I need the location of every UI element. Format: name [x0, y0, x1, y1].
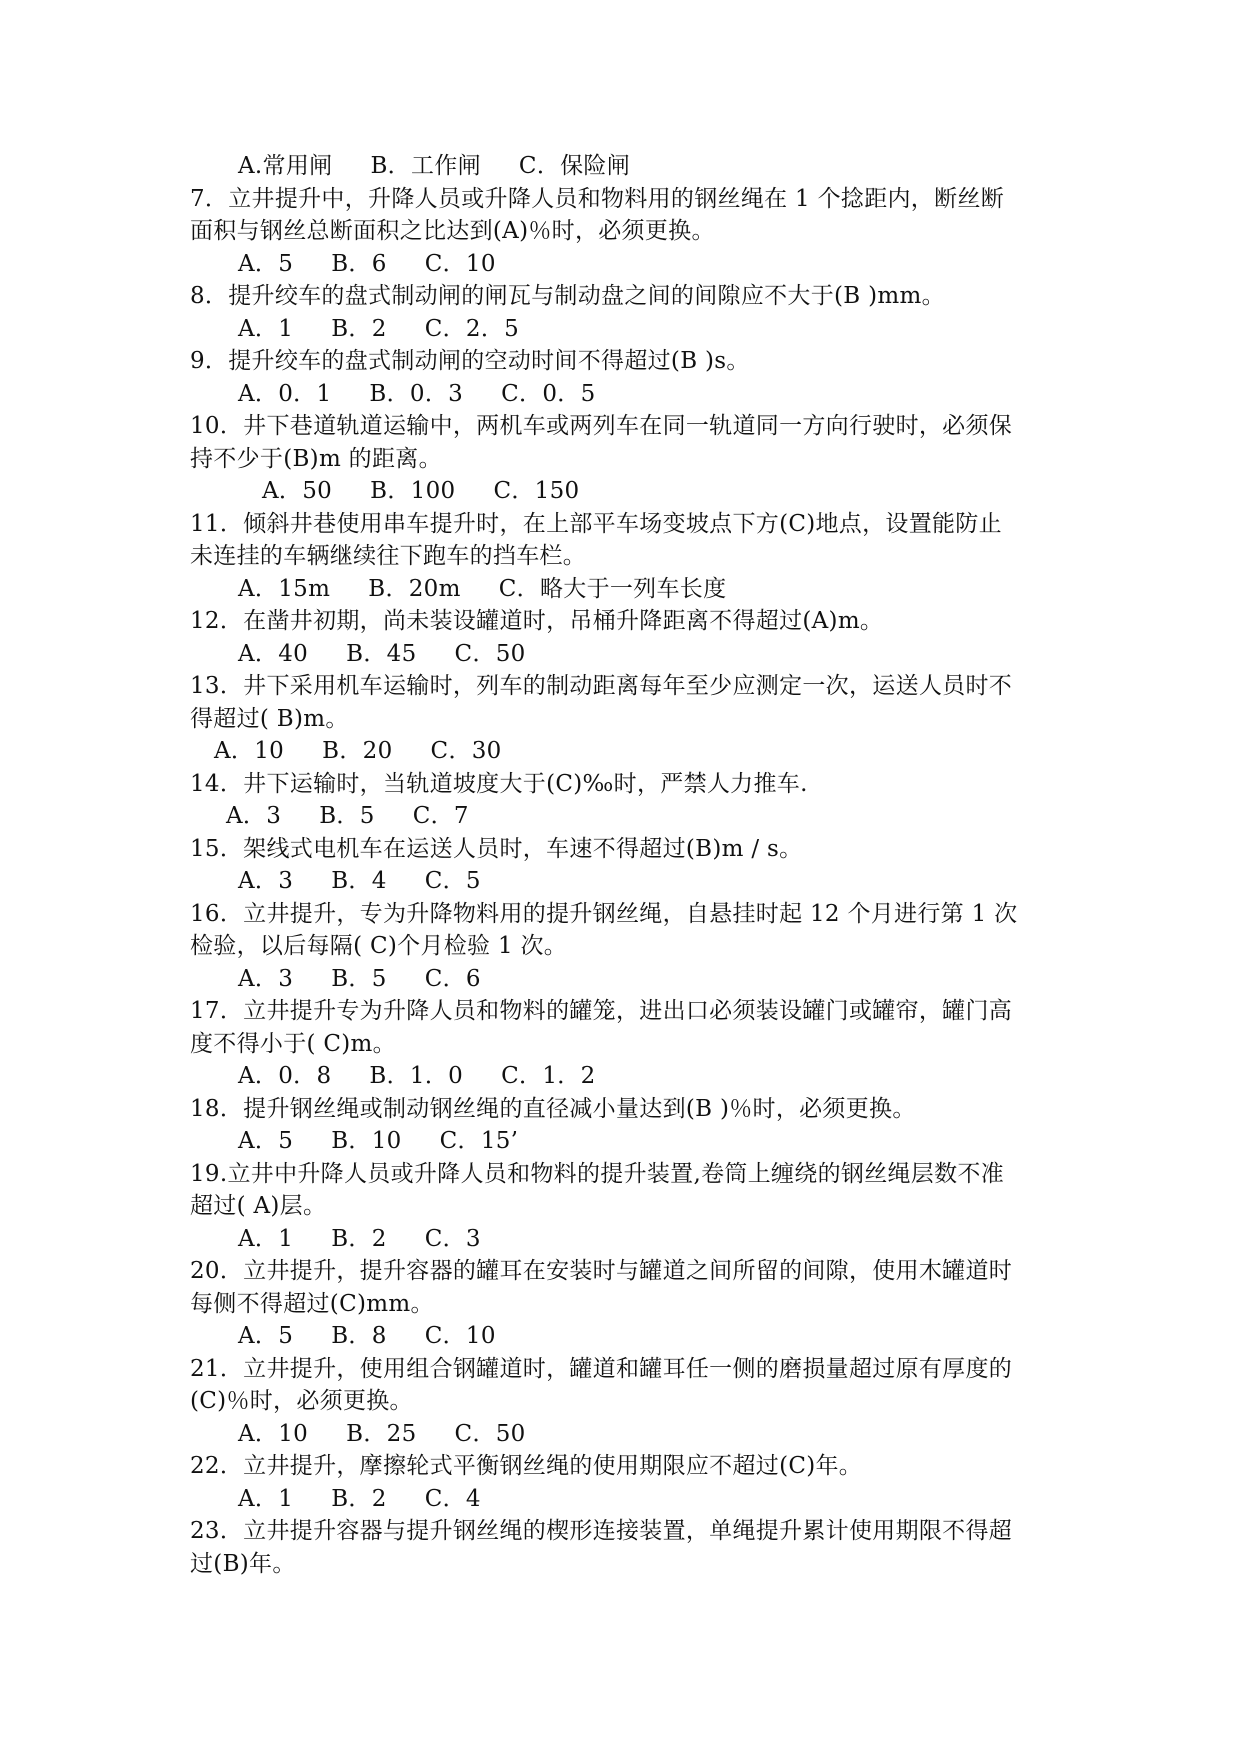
question-line: 19.立井中升降人员或升降人员和物料的提升装置,卷筒上缠绕的钢丝绳层数不准: [190, 1160, 1004, 1187]
question-continuation-line: 度不得小于( C)m。: [190, 1030, 396, 1057]
answer-options-line: A．0．8 B．1．0 C．1．2: [238, 1063, 596, 1089]
question-line: 22．立井提升，摩擦轮式平衡钢丝绳的使用期限应不超过(C)年。: [190, 1453, 863, 1479]
question-line: 16．立井提升，专为升降物料用的提升钢丝绳，自悬挂时起 12 个月进行第 1 次: [190, 900, 1018, 927]
question-line: 17．立井提升专为升降人员和物料的罐笼，进出口必须装设罐门或罐帘，罐门高: [190, 998, 1013, 1024]
question-line: 23．立井提升容器与提升钢丝绳的楔形连接装置，单绳提升累计使用期限不得超: [190, 1518, 1013, 1544]
answer-options-line: A．1 B．2 C．4: [238, 1485, 481, 1512]
answer-options-line: A．1 B．2 C．3: [238, 1225, 481, 1252]
answer-options-line: A．5 B．6 C．10: [238, 250, 496, 277]
answer-options-line: A．50 B．100 C．150: [262, 478, 580, 504]
question-line: 20．立井提升，提升容器的罐耳在安装时与罐道之间所留的间隙，使用木罐道时: [190, 1258, 1013, 1284]
question-line: 12．在凿井初期，尚未装设罐道时，吊桶升降距离不得超过(A)m。: [190, 608, 884, 634]
question-line: 9．提升绞车的盘式制动闸的空动时间不得超过(B )s。: [190, 348, 750, 374]
question-line: 15．架线式电机车在运送人员时，车速不得超过(B)m / s。: [190, 835, 803, 862]
question-line: 18．提升钢丝绳或制动钢丝绳的直径减小量达到(B )％时，必须更换。: [190, 1095, 916, 1122]
question-continuation-line: 面积与钢丝总断面积之比达到(A)％时，必须更换。: [190, 218, 715, 244]
question-line: 8．提升绞车的盘式制动闸的闸瓦与制动盘之间的间隙应不大于(B )mm。: [190, 283, 945, 309]
answer-options-line: A．10 B．25 C．50: [238, 1420, 526, 1447]
answer-options-line: A．15m B．20m C．略大于一列车长度: [238, 575, 727, 602]
answer-options-line: A．0．1 B．0．3 C．0．5: [238, 380, 596, 407]
question-list: [190, 150, 1060, 1580]
answer-options-line: A．3 B．4 C．5: [238, 868, 481, 894]
question-continuation-line: 持不少于(B)m 的距离。: [190, 445, 442, 472]
question-line: 21．立井提升，使用组合钢罐道时，罐道和罐耳任一侧的磨损量超过原有厚度的: [190, 1355, 1013, 1382]
answer-options-line: A．5 B．8 C．10: [238, 1323, 496, 1349]
question-line: 11．倾斜井巷使用串车提升时，在上部平车场变坡点下方(C)地点，设置能防止: [190, 510, 1002, 537]
question-continuation-line: 每侧不得超过(C)mm。: [190, 1290, 434, 1317]
question-continuation-line: 未连挂的车辆继续往下跑车的挡车栏。: [190, 543, 587, 569]
answer-options-line: A．40 B．45 C．50: [238, 640, 526, 667]
question-line: 7．立井提升中，升降人员或升降人员和物料用的钢丝绳在 1 个捻距内，断丝断: [190, 185, 1004, 212]
answer-options-line: A．5 B．10 C．15’: [238, 1128, 519, 1154]
answer-options-line: A.常用闸 B．工作闸 C．保险闸: [238, 153, 631, 179]
question-continuation-line: 检验，以后每隔( C)个月检验 1 次。: [190, 933, 568, 959]
answer-options-line: A．10 B．20 C．30: [214, 738, 502, 764]
question-continuation-line: 得超过( B)m。: [190, 705, 349, 732]
answer-options-line: A．3 B．5 C．7: [226, 803, 469, 829]
question-line: 14．井下运输时，当轨道坡度大于(C)‰时，严禁人力推车.: [190, 770, 808, 797]
question-line: 13．井下采用机车运输时，列车的制动距离每年至少应测定一次，运送人员时不: [190, 673, 1013, 699]
question-line: 10．井下巷道轨道运输中，两机车或两列车在同一轨道同一方向行驶时，必须保: [190, 413, 1013, 439]
answer-options-line: A．3 B．5 C．6: [238, 965, 481, 992]
question-continuation-line: 超过( A)层。: [190, 1193, 327, 1219]
question-continuation-line: 过(B)年。: [190, 1550, 296, 1577]
answer-options-line: A．1 B．2 C．2．5: [238, 315, 520, 342]
question-continuation-line: (C)％时，必须更换。: [190, 1388, 413, 1414]
